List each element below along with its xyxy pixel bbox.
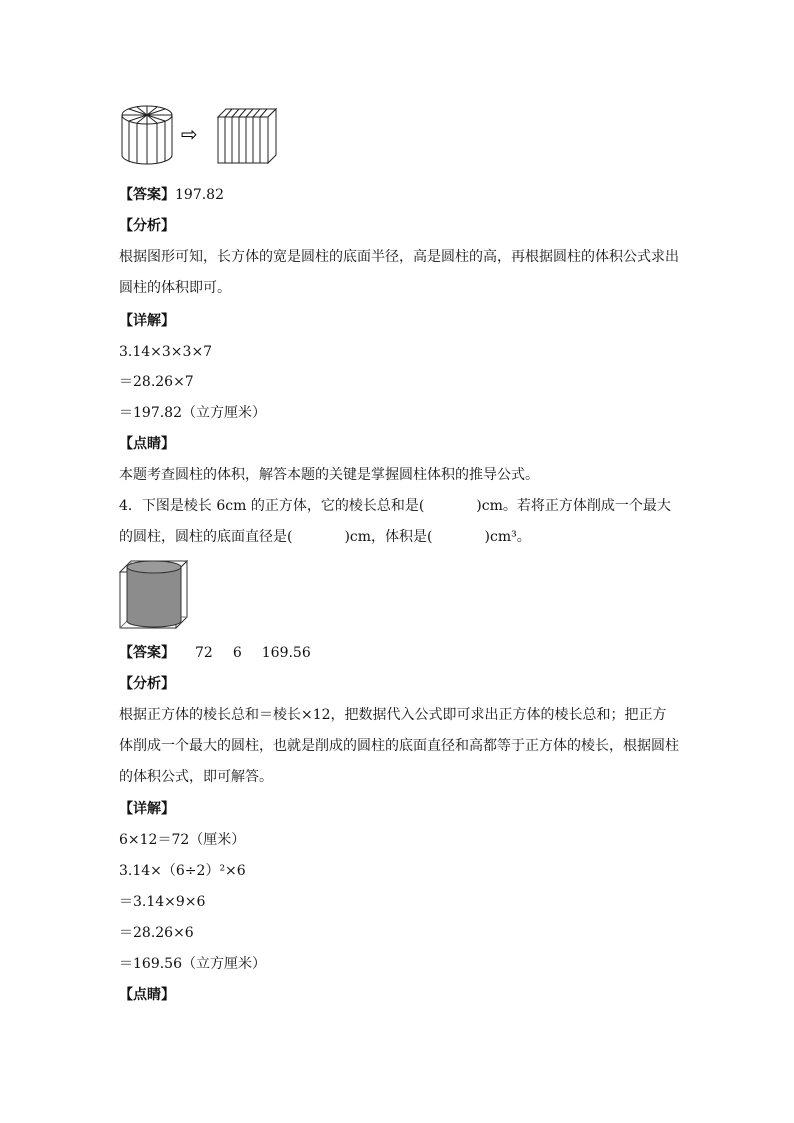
- q4-step-4: ＝28.26×6: [119, 925, 194, 941]
- q3-step-1: 3.14×3×3×7: [119, 344, 213, 360]
- q4-question-text-c: 的圆柱，圆柱的底面直径是(: [119, 529, 293, 545]
- q4-analysis-tag: 【分析】: [119, 676, 175, 692]
- answer-value-3: 169.56: [261, 645, 311, 661]
- q3-step-3: ＝197.82（立方厘米）: [119, 405, 266, 421]
- q4-question-text-b: )cm。若将正方体削成一个最大: [476, 498, 671, 514]
- answer-value: 197.82: [175, 187, 224, 203]
- q4-detail-tag: 【详解】: [119, 801, 175, 817]
- q3-analysis-text: 根据图形可知，长方体的宽是圆柱的底面半径，高是圆柱的高，再根据圆柱的体积公式求出圆柱的体积即可。: [119, 249, 679, 296]
- q3-answer-line: [119, 185, 224, 205]
- q3-step-2: ＝28.26×7: [119, 374, 194, 390]
- answer-value-2: 6: [232, 645, 242, 661]
- q3-comment-tag: 【点睛】: [119, 436, 175, 452]
- q4-comment-tag: 【点睛】: [119, 987, 175, 1003]
- q4-step-1: 6×12＝72（厘米）: [119, 832, 246, 848]
- arrow-icon: ⇨: [181, 122, 198, 146]
- q4-question-text-a: 4．下图是棱长 6cm 的正方体，它的棱长总和是(: [119, 498, 425, 514]
- answer-tag: 【答案】: [119, 187, 175, 203]
- q3-comment-text: 本题考查圆柱的体积，解答本题的关键是掌握圆柱体积的推导公式。: [119, 467, 539, 483]
- q4-step-2: 3.14×（6÷2）²×6: [119, 863, 246, 879]
- q4-answer-line: [119, 643, 311, 663]
- answer-value-1: 72: [195, 645, 213, 661]
- q4-question-text-d: )cm，体积是(: [344, 529, 433, 545]
- q4-step-3: ＝3.14×9×6: [119, 894, 206, 910]
- q4-question-line-2: [119, 527, 531, 547]
- q4-analysis-text: 根据正方体的棱长总和＝棱长×12，把数据代入公式即可求出正方体的棱长总和；把正方体削成一个最大的圆柱，也就是削成的圆柱的底面直径和高都等于正方体的棱长，根据圆柱的体积公式，即可解答。: [119, 707, 679, 785]
- q3-detail-tag: 【详解】: [119, 313, 175, 329]
- q4-question-text-e: )cm³。: [484, 529, 531, 545]
- answer-tag: 【答案】: [119, 645, 175, 661]
- q4-question-line-1: [119, 496, 671, 516]
- cylinder-to-cuboid-figure: [119, 103, 281, 167]
- q3-analysis-tag: 【分析】: [119, 218, 175, 234]
- cuboid-icon: [218, 109, 276, 163]
- sliced-cylinder-icon: [122, 106, 172, 164]
- cube-cylinder-figure: [119, 560, 189, 630]
- cube-with-cylinder-icon: [120, 561, 187, 628]
- q4-step-5: ＝169.56（立方厘米）: [119, 956, 266, 972]
